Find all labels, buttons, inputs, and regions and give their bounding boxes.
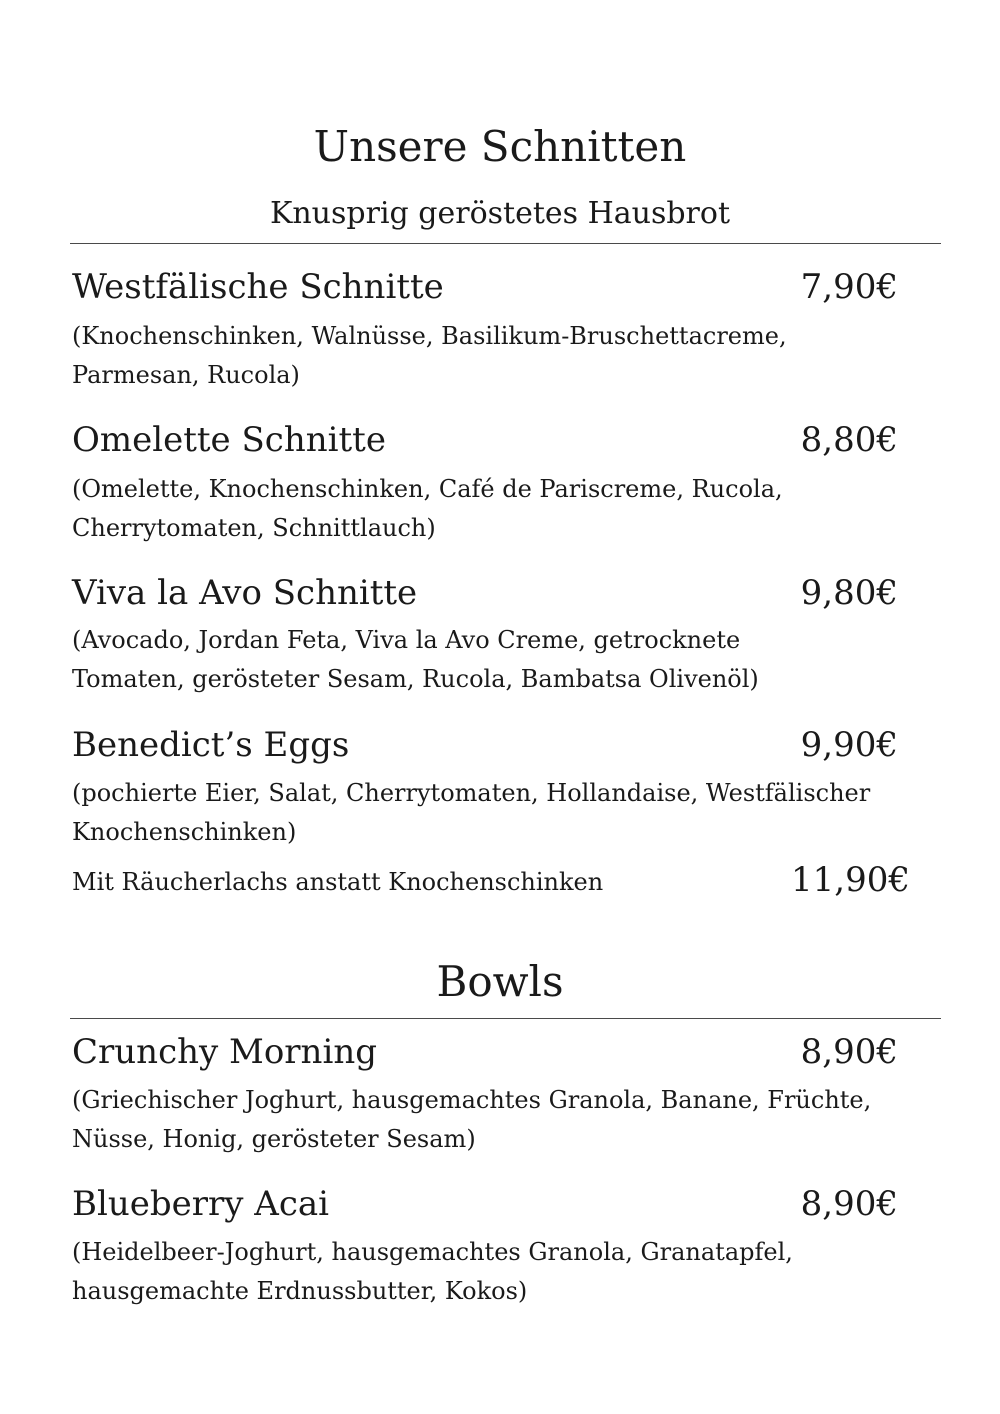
menu-item-description: hausgemachte Erdnussbutter, Kokos): [72, 1277, 528, 1305]
menu-item-name: Blueberry Acai: [72, 1184, 330, 1224]
menu-item-price: 9,80€: [800, 573, 898, 613]
menu-item-description: (Griechischer Joghurt, hausgemachtes Granola, Banane, Früchte,: [72, 1086, 872, 1114]
menu-item-name: Omelette Schnitte: [72, 420, 386, 460]
menu-item-description: Tomaten, gerösteter Sesam, Rucola, Bambatsa Olivenöl): [72, 665, 759, 693]
menu-item-variant: Mit Räucherlachs anstatt Knochenschinken: [72, 868, 604, 896]
menu-item-variant-price: 11,90€: [791, 860, 910, 900]
section-title-schnitten: Unsere Schnitten: [313, 122, 687, 171]
menu-item-price: 7,90€: [800, 267, 898, 307]
menu-item-description: (pochierte Eier, Salat, Cherrytomaten, Hollandaise, Westfälischer: [72, 779, 871, 807]
divider-line: [70, 243, 941, 244]
menu-item-description: Parmesan, Rucola): [72, 361, 300, 389]
menu-item-price: 8,80€: [800, 420, 898, 460]
section-title-bowls: Bowls: [436, 957, 564, 1006]
menu-item-price: 8,90€: [800, 1184, 898, 1224]
menu-item-name: Benedict’s Eggs: [72, 725, 350, 765]
menu-item-description: (Knochenschinken, Walnüsse, Basilikum-Bruschettacreme,: [72, 322, 787, 350]
menu-item-description: Cherrytomaten, Schnittlauch): [72, 514, 436, 542]
menu-item-description: Nüsse, Honig, gerösteter Sesam): [72, 1125, 476, 1153]
menu-item-description: Knochenschinken): [72, 818, 297, 846]
menu-item-price: 9,90€: [800, 725, 898, 765]
menu-item-description: (Heidelbeer-Joghurt, hausgemachtes Granola, Granatapfel,: [72, 1238, 793, 1266]
section-subtitle: Knusprig geröstetes Hausbrot: [269, 196, 731, 231]
menu-item-name: Crunchy Morning: [72, 1032, 377, 1072]
menu-item-price: 8,90€: [800, 1032, 898, 1072]
divider-line: [70, 1018, 941, 1019]
menu-item-name: Westfälische Schnitte: [72, 267, 444, 307]
menu-item-name: Viva la Avo Schnitte: [72, 573, 418, 613]
menu-item-description: (Avocado, Jordan Feta, Viva la Avo Creme, getrocknete: [72, 626, 741, 654]
menu-item-description: (Omelette, Knochenschinken, Café de Pariscreme, Rucola,: [72, 475, 783, 503]
